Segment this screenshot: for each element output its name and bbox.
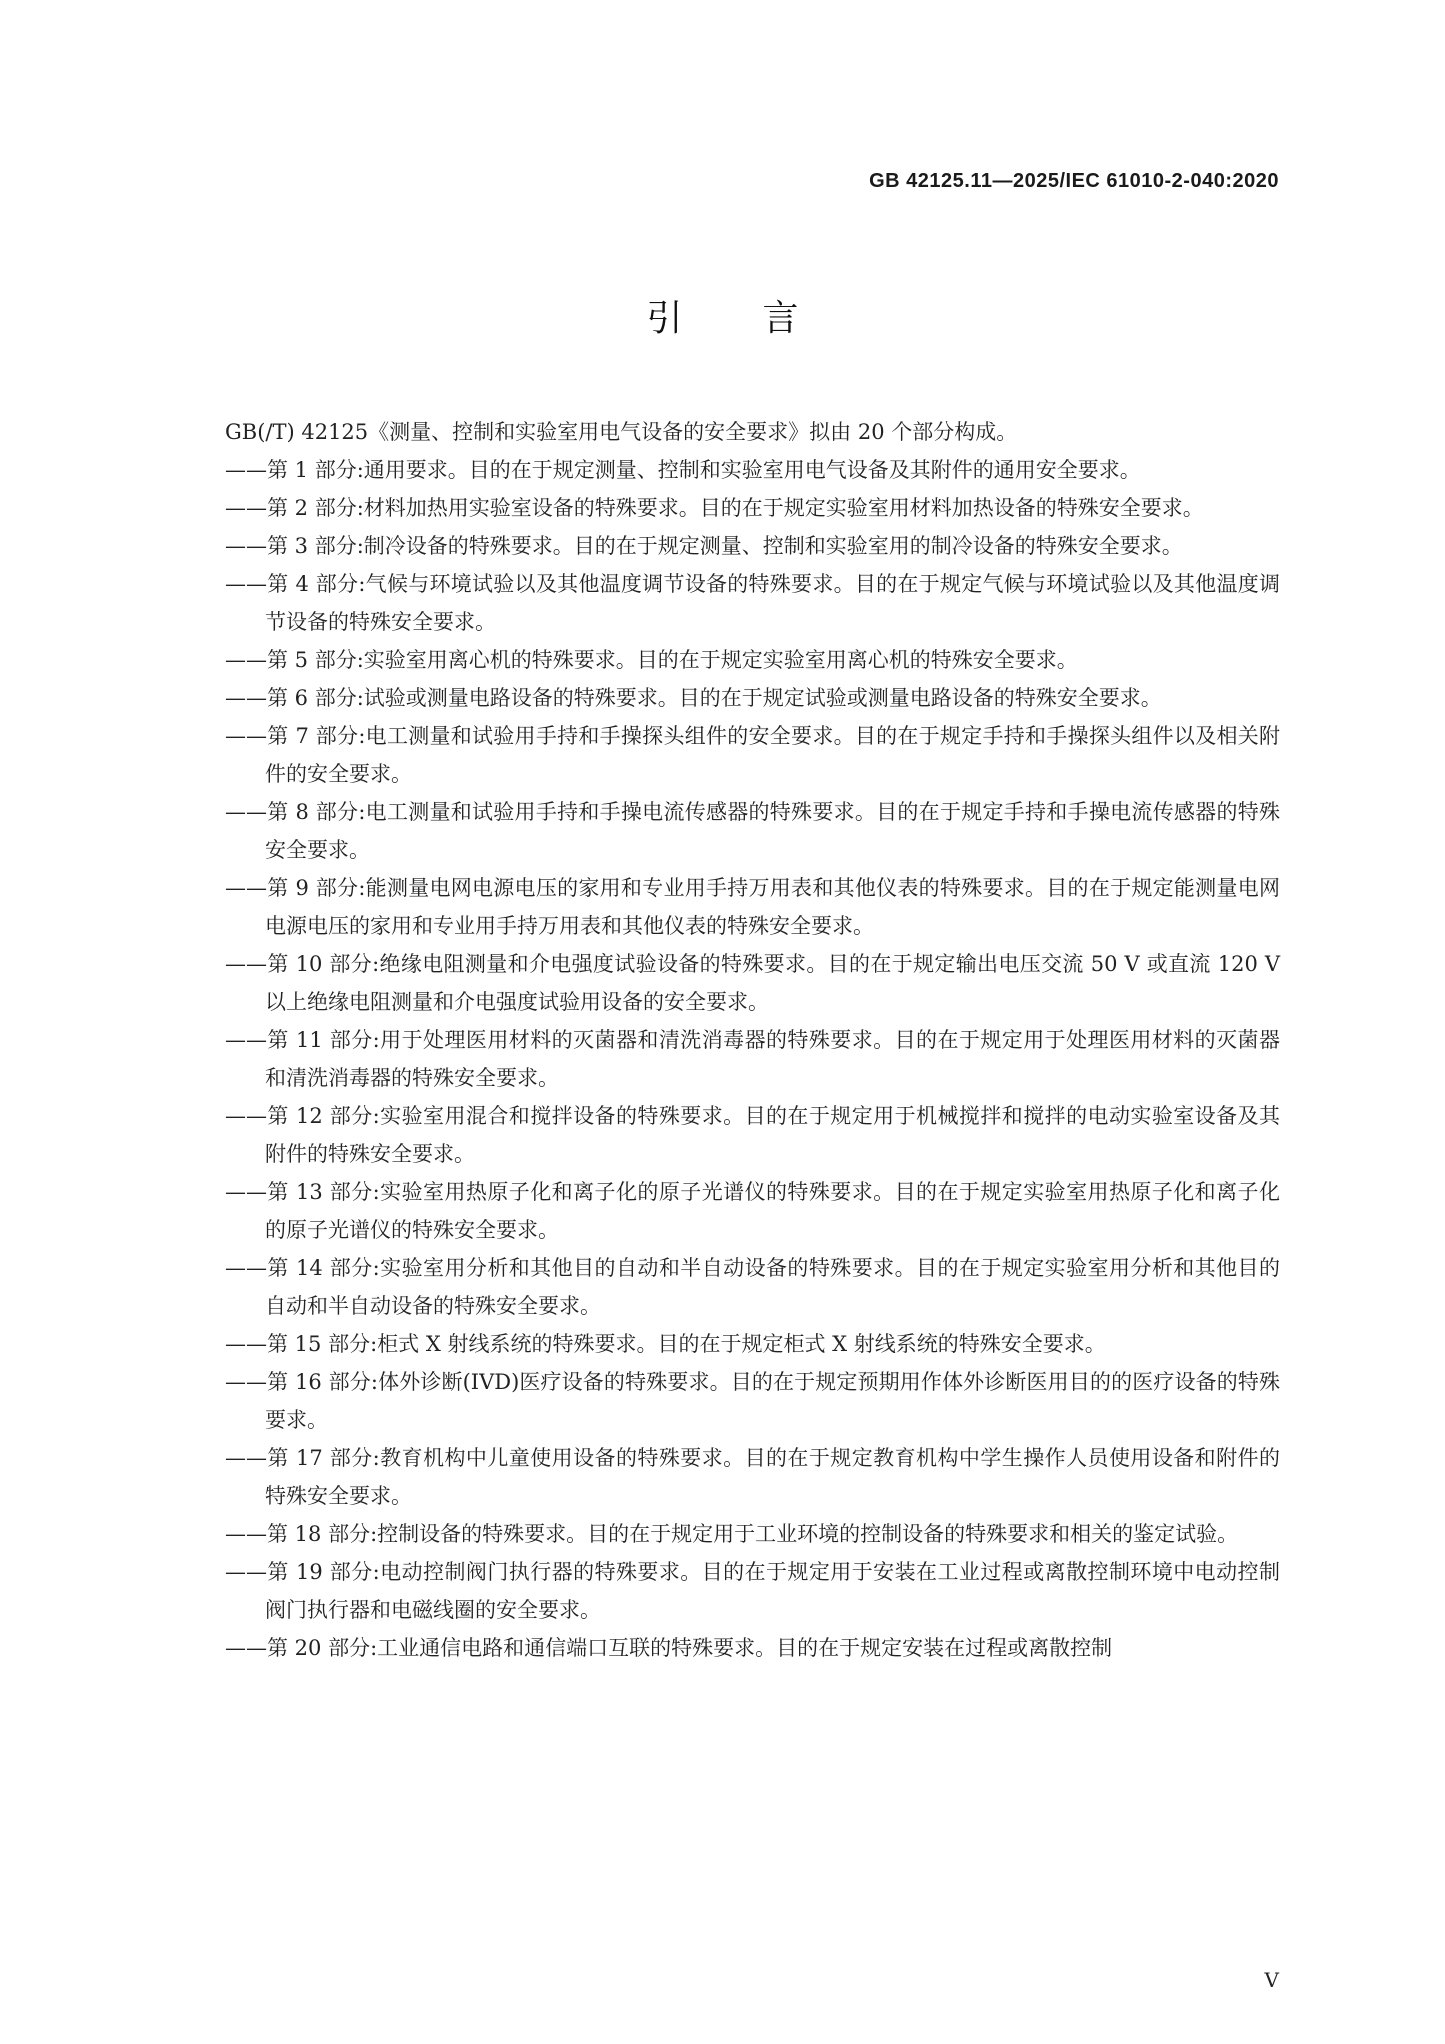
- part-item-18: ——第 18 部分:控制设备的特殊要求。目的在于规定用于工业环境的控制设备的特殊要求和相关的鉴定试验。: [225, 1522, 1239, 1546]
- part-item-19: ——第 19 部分:电动控制阀门执行器的特殊要求。目的在于规定用于安装在工业过程或离散控制环境中电动控制阀门执行器和电磁线圈的安全要求。: [225, 1560, 1280, 1622]
- part-item-17: ——第 17 部分:教育机构中儿童使用设备的特殊要求。目的在于规定教育机构中学生操作人员使用设备和附件的特殊安全要求。: [225, 1446, 1280, 1508]
- part-item-16: ——第 16 部分:体外诊断(IVD)医疗设备的特殊要求。目的在于规定预期用作体外诊断医用目的的医疗设备的特殊要求。: [225, 1370, 1280, 1432]
- part-item-5: ——第 5 部分:实验室用离心机的特殊要求。目的在于规定实验室用离心机的特殊安全要求。: [225, 648, 1078, 672]
- part-item-12: ——第 12 部分:实验室用混合和搅拌设备的特殊要求。目的在于规定用于机械搅拌和搅拌的电动实验室设备及其附件的特殊安全要求。: [225, 1104, 1280, 1166]
- part-item-15: ——第 15 部分:柜式 X 射线系统的特殊要求。目的在于规定柜式 X 射线系统的特殊安全要求。: [225, 1332, 1106, 1356]
- part-item-9: ——第 9 部分:能测量电网电源电压的家用和专业用手持万用表和其他仪表的特殊要求。目的在于规定能测量电网电源电压的家用和专业用手持万用表和其他仪表的特殊安全要求。: [225, 876, 1280, 938]
- part-item-14: ——第 14 部分:实验室用分析和其他目的自动和半自动设备的特殊要求。目的在于规定实验室用分析和其他目的自动和半自动设备的特殊安全要求。: [225, 1256, 1280, 1318]
- part-item-10: ——第 10 部分:绝缘电阻测量和介电强度试验设备的特殊要求。目的在于规定输出电压交流 50 V 或直流 120 V 以上绝缘电阻测量和介电强度试验用设备的安全要求。: [225, 952, 1280, 1014]
- part-item-2: ——第 2 部分:材料加热用实验室设备的特殊要求。目的在于规定实验室用材料加热设备的特殊安全要求。: [225, 496, 1204, 520]
- part-item-11: ——第 11 部分:用于处理医用材料的灭菌器和清洗消毒器的特殊要求。目的在于规定用于处理医用材料的灭菌器和清洗消毒器的特殊安全要求。: [225, 1028, 1280, 1090]
- part-item-13: ——第 13 部分:实验室用热原子化和离子化的原子光谱仪的特殊要求。目的在于规定实验室用热原子化和离子化的原子光谱仪的特殊安全要求。: [225, 1180, 1280, 1242]
- part-item-8: ——第 8 部分:电工测量和试验用手持和手操电流传感器的特殊要求。目的在于规定手持和手操电流传感器的特殊安全要求。: [225, 800, 1280, 862]
- page-number: V: [1264, 1968, 1279, 1992]
- page-title: 引言: [646, 298, 879, 339]
- part-item-6: ——第 6 部分:试验或测量电路设备的特殊要求。目的在于规定试验或测量电路设备的特殊安全要求。: [225, 686, 1162, 710]
- parts-list: [225, 451, 1280, 1667]
- intro-paragraph: GB(/T) 42125《测量、控制和实验室用电气设备的安全要求》拟由 20 个部分构成。: [225, 420, 1018, 444]
- part-item-4: ——第 4 部分:气候与环境试验以及其他温度调节设备的特殊要求。目的在于规定气候与环境试验以及其他温度调节设备的特殊安全要求。: [225, 572, 1280, 634]
- part-item-3: ——第 3 部分:制冷设备的特殊要求。目的在于规定测量、控制和实验室用的制冷设备的特殊安全要求。: [225, 534, 1183, 558]
- part-item-20: ——第 20 部分:工业通信电路和通信端口互联的特殊要求。目的在于规定安装在过程或离散控制: [225, 1636, 1113, 1660]
- part-item-7: ——第 7 部分:电工测量和试验用手持和手操探头组件的安全要求。目的在于规定手持和手操探头组件以及相关附件的安全要求。: [225, 724, 1280, 786]
- standard-number: GB 42125.11—2025/IEC 61010-2-040:2020: [869, 170, 1279, 192]
- main-content: [225, 413, 1280, 1667]
- part-item-1: ——第 1 部分:通用要求。目的在于规定测量、控制和实验室用电气设备及其附件的通用安全要求。: [225, 458, 1141, 482]
